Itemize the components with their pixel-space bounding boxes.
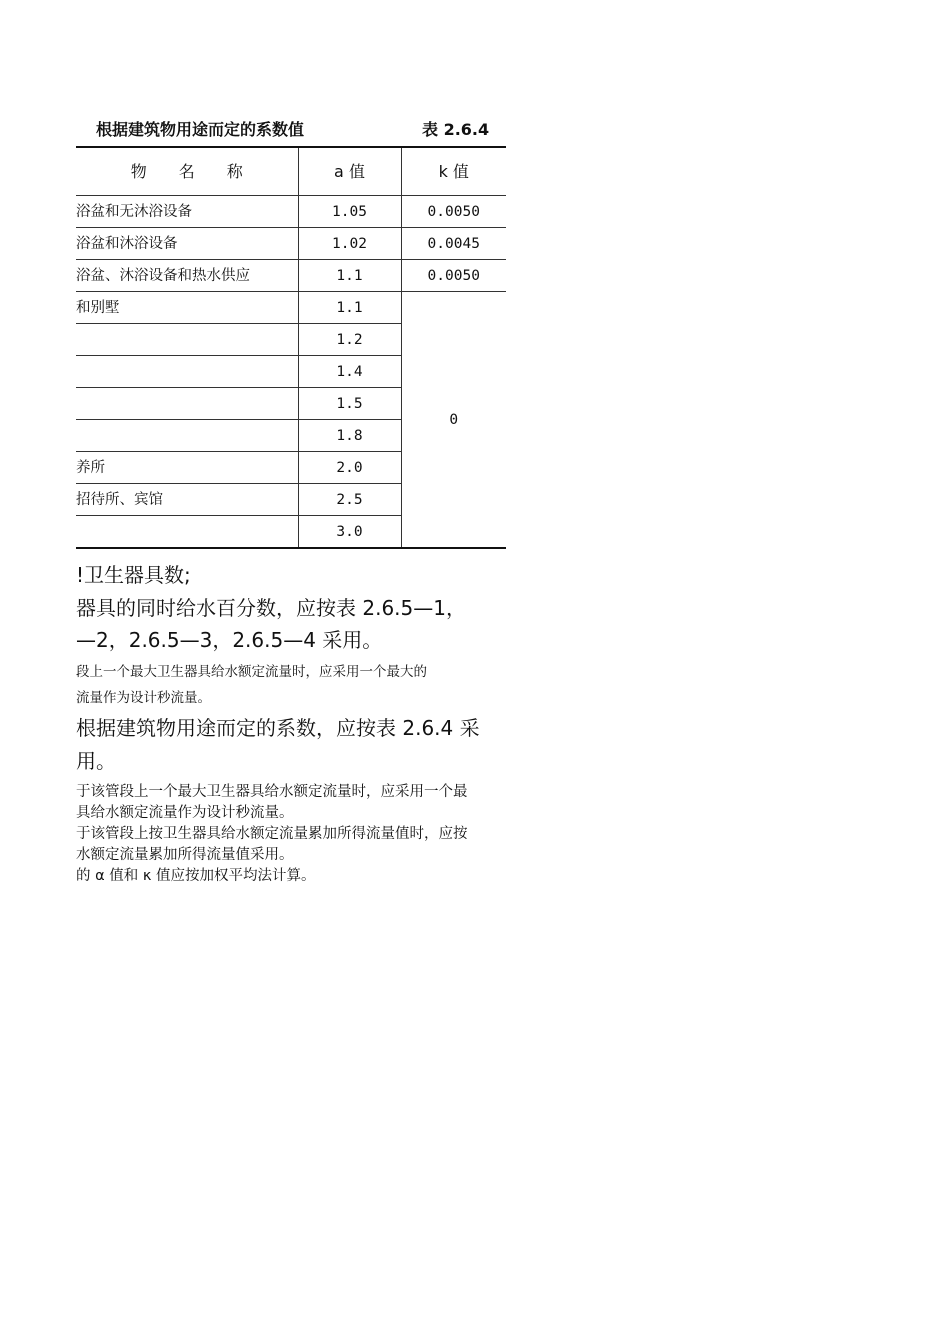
- cell-name: 和别墅: [76, 292, 298, 324]
- table-header-row: [76, 147, 506, 196]
- table-number: 表 2.6.4: [422, 120, 490, 139]
- note-line: 水额定流量累加所得流量值采用。: [76, 847, 294, 863]
- body-text-line: 器具的同时给水百分数，应按表 2.6.5—1，: [76, 596, 466, 620]
- note-line: 具给水额定流量作为设计秒流量。: [76, 805, 294, 821]
- cell-k-merged: 0: [401, 292, 506, 549]
- header-a: a 值: [298, 147, 401, 196]
- body-text-line: !卫生器具数;: [76, 563, 191, 587]
- document-fragment: [76, 100, 506, 900]
- cell-name: 养所: [76, 452, 298, 484]
- cell-name: [76, 356, 298, 388]
- cell-k: 0.0050: [401, 196, 506, 228]
- cell-a: 2.5: [298, 484, 401, 516]
- cell-name: 浴盆和沐浴设备: [76, 228, 298, 260]
- cell-name: [76, 516, 298, 549]
- coefficient-table: [76, 146, 506, 549]
- cell-name: [76, 388, 298, 420]
- cell-a: 1.05: [298, 196, 401, 228]
- note-line: 于该管段上按卫生器具给水额定流量累加所得流量值时，应按: [76, 826, 468, 842]
- cell-k: 0.0045: [401, 228, 506, 260]
- cell-a: 2.0: [298, 452, 401, 484]
- cell-name: [76, 420, 298, 452]
- cell-name: 浴盆和无沐浴设备: [76, 196, 298, 228]
- cell-name: [76, 324, 298, 356]
- cell-name: 招待所、宾馆: [76, 484, 298, 516]
- header-name: 物 名 称: [76, 147, 298, 196]
- body-text-line: 段上一个最大卫生器具给水额定流量时，应采用一个最大的: [76, 664, 427, 680]
- cell-a: 1.1: [298, 260, 401, 292]
- header-k: k 值: [401, 147, 506, 196]
- cell-a: 1.1: [298, 292, 401, 324]
- cell-a: 1.4: [298, 356, 401, 388]
- cell-a: 3.0: [298, 516, 401, 549]
- table-row: [76, 228, 506, 260]
- cell-a: 1.5: [298, 388, 401, 420]
- note-line: 的 α 值和 κ 值应按加权平均法计算。: [76, 868, 316, 884]
- body-text-line: —2，2.6.5—3，2.6.5—4 采用。: [76, 628, 383, 652]
- body-text-line: 流量作为设计秒流量。: [76, 690, 211, 706]
- table-row: [76, 260, 506, 292]
- cell-k: 0.0050: [401, 260, 506, 292]
- cell-name: 浴盆、沐浴设备和热水供应: [76, 260, 298, 292]
- table-title: 根据建筑物用途而定的系数值: [96, 120, 305, 139]
- body-text-line: 根据建筑物用途而定的系数，应按表 2.6.4 采: [76, 716, 480, 740]
- cell-a: 1.2: [298, 324, 401, 356]
- note-line: 于该管段上一个最大卫生器具给水额定流量时，应采用一个最: [76, 784, 468, 800]
- cell-a: 1.8: [298, 420, 401, 452]
- table-row: [76, 196, 506, 228]
- body-text-line: 用。: [76, 749, 116, 773]
- cell-a: 1.02: [298, 228, 401, 260]
- table-row: [76, 292, 506, 324]
